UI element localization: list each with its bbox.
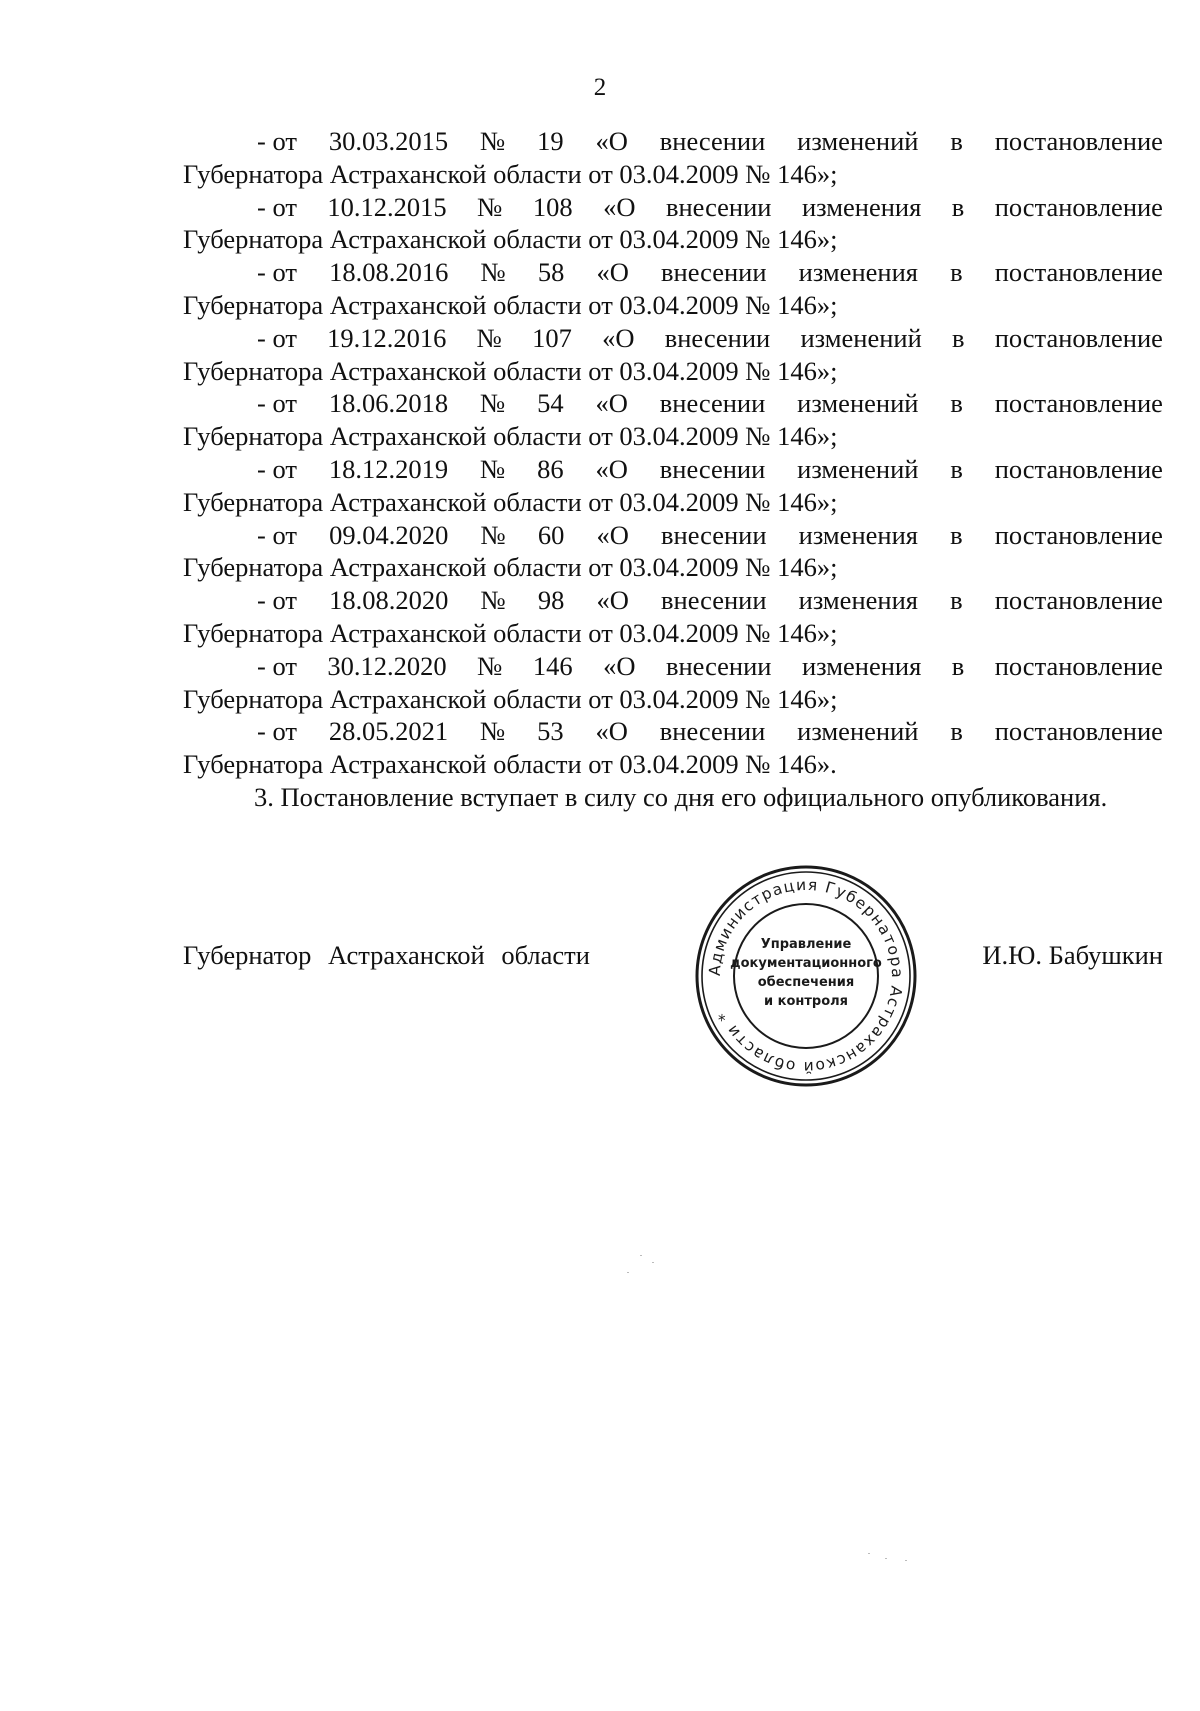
list-item-word: 146 <box>532 650 573 681</box>
list-item <box>183 584 1163 617</box>
list-item-word: постановление <box>994 519 1163 550</box>
list-item-word: в <box>950 519 963 550</box>
list-item-word: в <box>950 716 963 747</box>
list-item <box>183 125 1163 158</box>
list-item-word: 09.04.2020 <box>329 519 449 550</box>
list-item <box>183 191 1163 224</box>
list-item-word: «О <box>595 453 628 484</box>
list-item-word: - от <box>257 388 297 419</box>
list-item-word: - от <box>257 585 297 616</box>
list-item-continuation: Губернатора Астраханской области от 03.04.2009 № 146»; <box>183 224 838 255</box>
list-item-word: в <box>951 322 965 353</box>
list-item-word: постановление <box>994 257 1163 288</box>
list-item-word: 54 <box>537 388 564 419</box>
scan-speck <box>905 1560 907 1561</box>
list-item-word: внесении <box>661 257 767 288</box>
list-item-continuation: Губернатора Астраханской области от 03.04.2009 № 146»; <box>183 617 838 648</box>
list-item-word: № <box>480 519 506 550</box>
list-item-word: внесении <box>661 519 767 550</box>
list-item-word: постановление <box>994 322 1163 353</box>
list-item <box>183 519 1163 552</box>
list-item-word: изменения <box>798 257 918 288</box>
list-item-word: в <box>951 191 965 222</box>
list-item-word: № <box>477 191 503 222</box>
list-item-word: постановление <box>994 453 1163 484</box>
list-item-word: в <box>950 453 963 484</box>
page-number: 2 <box>593 74 607 101</box>
list-item-word: внесении <box>664 322 771 353</box>
list-item-word: в <box>950 257 963 288</box>
list-item-word: в <box>950 585 963 616</box>
list-item-continuation: Губернатора Астраханской области от 03.04.2009 № 146»; <box>183 683 838 714</box>
list-item-word: постановление <box>994 388 1163 419</box>
list-item-word: - от <box>257 322 297 353</box>
stamp-inner-line: Управление <box>760 937 852 952</box>
list-item-word: постановление <box>994 585 1163 616</box>
list-item-word: - от <box>257 519 297 550</box>
list-item-word: 18.08.2020 <box>329 585 449 616</box>
list-item-continuation: Губернатора Астраханской области от 03.04.2009 № 146»; <box>183 552 838 583</box>
list-item-word: внесении <box>659 388 766 419</box>
list-item-word: № <box>479 453 506 484</box>
list-item-word: изменения <box>801 650 922 681</box>
list-item-word: постановление <box>994 716 1163 747</box>
list-item-word: «О <box>603 650 636 681</box>
list-item-word: внесении <box>665 650 772 681</box>
list-item-word: 28.05.2021 <box>328 716 449 747</box>
list-item-word: «О <box>603 191 636 222</box>
list-item-word: - от <box>257 716 297 747</box>
list-item-word: изменений <box>797 388 919 419</box>
paragraph-3: 3. Постановление вступает в силу со дня его официального опубликования. <box>254 781 1108 812</box>
list-item-word: № <box>480 585 506 616</box>
list-item <box>183 256 1163 289</box>
list-item-word: - от <box>257 257 297 288</box>
list-item-word: постановление <box>994 126 1163 156</box>
signer-title: Губернатор Астраханской области <box>183 940 590 970</box>
list-item <box>183 650 1163 683</box>
list-item <box>183 322 1163 355</box>
list-item-word: в <box>950 126 963 156</box>
list-item-word: постановление <box>994 650 1163 681</box>
scan-speck <box>868 1553 870 1554</box>
list-item-word: изменений <box>797 716 919 747</box>
list-item-word: 53 <box>537 716 564 747</box>
list-item <box>183 387 1163 420</box>
list-item-word: № <box>479 388 506 419</box>
list-item <box>183 453 1163 486</box>
signer-name: И.Ю. Бабушкин <box>982 940 1163 970</box>
list-item-word: 98 <box>537 585 565 616</box>
list-item-word: 30.12.2020 <box>327 650 447 681</box>
list-item-word: 60 <box>537 519 565 550</box>
official-stamp <box>693 863 919 1089</box>
list-item-word: изменений <box>797 453 919 484</box>
list-item-word: 18.12.2019 <box>328 453 449 484</box>
list-item-word: - от <box>257 191 297 222</box>
list-item-word: «О <box>596 257 629 288</box>
list-item-word: 58 <box>537 257 565 288</box>
amendments-list <box>183 125 1163 814</box>
list-item-word: постановление <box>994 191 1163 222</box>
list-item-word: в <box>951 650 965 681</box>
list-item-word: 18.08.2016 <box>329 257 449 288</box>
list-item-continuation: Губернатора Астраханской области от 03.04.2009 № 146». <box>183 749 837 780</box>
list-item-word: внесении <box>659 126 766 156</box>
list-item-word: в <box>950 388 963 419</box>
list-item-word: № <box>480 257 506 288</box>
list-item-continuation: Губернатора Астраханской области от 03.04.2009 № 146»; <box>183 486 838 517</box>
stamp-inner-line: обеспечения <box>757 975 855 990</box>
scan-speck <box>885 1558 887 1559</box>
list-item-word: № <box>477 650 503 681</box>
scan-speck <box>652 1262 654 1263</box>
list-item-word: 86 <box>537 453 564 484</box>
list-item-word: «О <box>595 126 628 156</box>
list-item-word: 10.12.2015 <box>327 191 447 222</box>
list-item-word: 107 <box>532 322 572 353</box>
list-item-word: 108 <box>532 191 573 222</box>
stamp-outer-text: Администрация Губернатора Астраханской области * <box>705 875 907 1077</box>
list-item-word: «О <box>602 322 635 353</box>
list-item-word: изменения <box>798 585 918 616</box>
list-item-word: внесении <box>665 191 772 222</box>
list-item <box>183 715 1163 748</box>
list-item-word: - от <box>257 650 297 681</box>
list-item-continuation: Губернатора Астраханской области от 03.04.2009 № 146»; <box>183 289 838 320</box>
list-item-word: № <box>479 716 506 747</box>
list-item-word: № <box>476 322 502 353</box>
list-item-word: внесении <box>661 585 767 616</box>
list-item-word: 18.06.2018 <box>328 388 449 419</box>
stamp-inner-text <box>730 937 882 1009</box>
list-item-word: внесении <box>659 453 766 484</box>
scan-speck <box>627 1272 629 1273</box>
list-item-word: № <box>479 126 506 156</box>
list-item-word: «О <box>595 716 628 747</box>
list-item-word: - от <box>257 126 297 156</box>
stamp-inner-line: документационного <box>730 956 882 971</box>
list-item-word: «О <box>595 388 628 419</box>
list-item-word: 19.12.2016 <box>327 322 447 353</box>
list-item-word: изменения <box>801 191 922 222</box>
scan-speck <box>640 1255 642 1256</box>
list-item-word: - от <box>257 453 297 484</box>
list-item-continuation: Губернатора Астраханской области от 03.04.2009 № 146»; <box>183 421 838 452</box>
list-item-word: 19 <box>537 126 564 156</box>
stamp-inner-line: и контроля <box>763 994 849 1009</box>
list-item-word: изменений <box>800 322 922 353</box>
items-container <box>183 125 1163 781</box>
list-item-word: «О <box>596 585 629 616</box>
list-item-word: изменения <box>798 519 918 550</box>
list-item-word: «О <box>596 519 629 550</box>
list-item-word: 30.03.2015 <box>328 126 449 156</box>
list-item-word: изменений <box>797 126 919 156</box>
list-item-continuation: Губернатора Астраханской области от 03.04.2009 № 146»; <box>183 355 838 386</box>
list-item-word: внесении <box>659 716 766 747</box>
list-item-continuation: Губернатора Астраханской области от 03.04.2009 № 146»; <box>183 158 838 189</box>
